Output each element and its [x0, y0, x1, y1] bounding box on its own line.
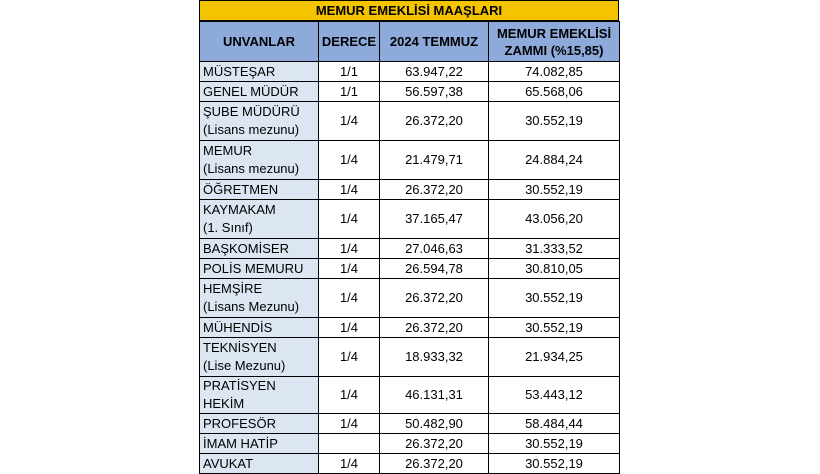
cell-unvan	[200, 102, 319, 141]
table-row	[200, 377, 620, 414]
table-row	[200, 180, 620, 200]
cell-2024-temmuz: 26.594,78	[380, 259, 489, 279]
cell-derece: 1/4	[319, 259, 380, 279]
unvan-subtitle: (Lisans Mezunu)	[203, 299, 300, 314]
table-row	[200, 102, 620, 141]
cell-unvan	[200, 279, 319, 318]
header-zam	[489, 22, 620, 62]
unvan-name: AVUKAT	[203, 455, 254, 471]
unvan-name: ŞUBE MÜDÜRÜ	[203, 104, 300, 119]
header-zam-line1: MEMUR EMEKLİSİ	[496, 25, 612, 41]
unvan-name: PRATİSYEN HEKİM	[203, 378, 276, 411]
cell-zam: 30.810,05	[489, 259, 620, 279]
unvan-name: POLİS MEMURU	[203, 260, 304, 276]
cell-2024-temmuz: 26.372,20	[380, 180, 489, 200]
unvan-name: MÜHENDİS	[203, 319, 273, 335]
cell-derece: 1/1	[319, 62, 380, 82]
unvan-name: MEMUR	[203, 143, 253, 158]
cell-unvan	[200, 82, 319, 102]
unvan-subtitle: (Lisans mezunu)	[203, 161, 300, 176]
cell-unvan	[200, 454, 319, 474]
cell-derece: 1/4	[319, 414, 380, 434]
cell-derece: 1/4	[319, 318, 380, 338]
cell-2024-temmuz: 21.479,71	[380, 141, 489, 180]
table-row	[200, 338, 620, 377]
unvan-subtitle: (Lisans mezunu)	[203, 122, 300, 137]
cell-zam: 30.552,19	[489, 318, 620, 338]
cell-zam: 30.552,19	[489, 180, 620, 200]
cell-unvan	[200, 338, 319, 377]
cell-unvan	[200, 239, 319, 259]
cell-unvan	[200, 414, 319, 434]
unvan-name: HEMŞİRE	[203, 281, 263, 296]
cell-derece: 1/4	[319, 454, 380, 474]
cell-unvan	[200, 434, 319, 454]
table-row	[200, 434, 620, 454]
cell-zam: 24.884,24	[489, 141, 620, 180]
cell-derece: 1/4	[319, 141, 380, 180]
cell-2024-temmuz: 37.165,47	[380, 200, 489, 239]
table-row	[200, 141, 620, 180]
cell-2024-temmuz: 26.372,20	[380, 279, 489, 318]
cell-zam: 43.056,20	[489, 200, 620, 239]
cell-derece: 1/1	[319, 82, 380, 102]
cell-unvan	[200, 62, 319, 82]
unvan-name: PROFESÖR	[203, 415, 276, 431]
cell-unvan	[200, 377, 319, 414]
cell-zam: 21.934,25	[489, 338, 620, 377]
cell-derece: 1/4	[319, 102, 380, 141]
unvan-name: TEKNİSYEN	[203, 340, 277, 355]
cell-zam: 65.568,06	[489, 82, 620, 102]
cell-zam: 53.443,12	[489, 377, 620, 414]
table-row	[200, 279, 620, 318]
cell-derece: 1/4	[319, 338, 380, 377]
table-row	[200, 414, 620, 434]
cell-derece: 1/4	[319, 200, 380, 239]
cell-2024-temmuz: 46.131,31	[380, 377, 489, 414]
cell-unvan	[200, 200, 319, 239]
unvan-subtitle: (1. Sınıf)	[203, 220, 253, 235]
cell-unvan	[200, 141, 319, 180]
cell-zam: 30.552,19	[489, 454, 620, 474]
cell-2024-temmuz: 26.372,20	[380, 434, 489, 454]
table-row	[200, 82, 620, 102]
cell-derece: 1/4	[319, 279, 380, 318]
salary-sheet	[199, 0, 619, 471]
header-derece: DERECE	[319, 22, 380, 62]
cell-unvan	[200, 318, 319, 338]
cell-zam: 74.082,85	[489, 62, 620, 82]
cell-derece: 1/4	[319, 180, 380, 200]
cell-2024-temmuz: 50.482,90	[380, 414, 489, 434]
unvan-name: MÜSTEŞAR	[203, 63, 276, 79]
unvan-name: ÖĞRETMEN	[203, 181, 279, 197]
table-row	[200, 200, 620, 239]
cell-derece: 1/4	[319, 377, 380, 414]
table-row	[200, 239, 620, 259]
unvan-name: İMAM HATİP	[203, 435, 278, 451]
cell-zam: 30.552,19	[489, 434, 620, 454]
cell-2024-temmuz: 56.597,38	[380, 82, 489, 102]
cell-2024-temmuz: 26.372,20	[380, 102, 489, 141]
cell-zam: 30.552,19	[489, 279, 620, 318]
cell-unvan	[200, 259, 319, 279]
cell-2024-temmuz: 18.933,32	[380, 338, 489, 377]
unvan-name: KAYMAKAM	[203, 202, 276, 217]
unvan-subtitle: (Lise Mezunu)	[203, 358, 286, 373]
table-row	[200, 259, 620, 279]
unvan-name: BAŞKOMİSER	[203, 240, 289, 256]
header-2024-temmuz: 2024 TEMMUZ	[380, 22, 489, 62]
header-row	[200, 22, 620, 62]
table-row	[200, 454, 620, 474]
cell-zam: 30.552,19	[489, 102, 620, 141]
table-row	[200, 318, 620, 338]
cell-zam: 58.484,44	[489, 414, 620, 434]
table-row	[200, 62, 620, 82]
cell-2024-temmuz: 26.372,20	[380, 318, 489, 338]
cell-derece: 1/4	[319, 239, 380, 259]
cell-derece	[319, 434, 380, 454]
table-title: MEMUR EMEKLİSİ MAAŞLARI	[199, 0, 619, 21]
cell-zam: 31.333,52	[489, 239, 620, 259]
cell-2024-temmuz: 26.372,20	[380, 454, 489, 474]
cell-2024-temmuz: 63.947,22	[380, 62, 489, 82]
header-zam-line2: ZAMMI (%15,85)	[504, 42, 604, 58]
cell-unvan	[200, 180, 319, 200]
salary-table	[199, 21, 620, 474]
header-unvanlar: UNVANLAR	[200, 22, 319, 62]
cell-2024-temmuz: 27.046,63	[380, 239, 489, 259]
unvan-name: GENEL MÜDÜR	[203, 83, 299, 99]
